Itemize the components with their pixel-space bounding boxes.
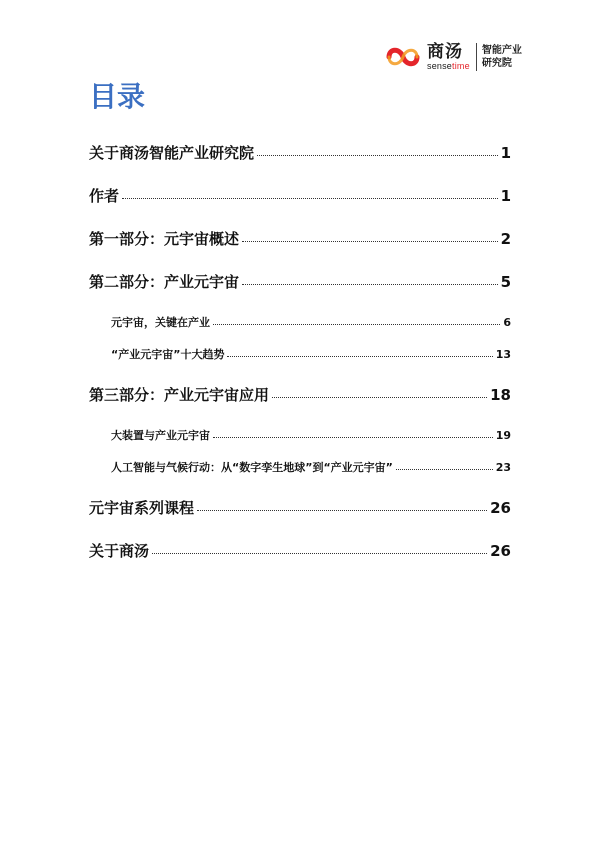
toc-leader-dots bbox=[396, 469, 493, 470]
toc-leader-dots bbox=[213, 437, 493, 438]
toc-entry-label: 作者 bbox=[89, 187, 120, 205]
toc-leader-dots bbox=[152, 553, 487, 554]
toc-leader-dots bbox=[122, 198, 498, 199]
toc-entry-page: 1 bbox=[500, 187, 511, 205]
toc-leader-dots bbox=[272, 397, 487, 398]
toc-subentry[interactable] bbox=[111, 460, 511, 476]
toc-subentry[interactable] bbox=[111, 428, 511, 444]
toc-entry-label: 人工智能与气候行动：从“数字孪生地球”到“产业元宇宙” bbox=[111, 461, 393, 474]
logo-brand-cn: 商汤 bbox=[427, 42, 463, 62]
toc-entry-label: 第一部分：元宇宙概述 bbox=[89, 230, 240, 248]
logo-wordmark bbox=[427, 43, 470, 71]
toc-entry-page: 26 bbox=[490, 542, 511, 560]
toc-entry-label: “产业元宇宙”十大趋势 bbox=[111, 348, 225, 361]
toc-entry-page: 18 bbox=[490, 386, 511, 404]
toc-entry-page: 2 bbox=[500, 230, 511, 248]
toc-entry-label: 元宇宙，关键在产业 bbox=[111, 316, 210, 329]
toc-entry-label: 第二部分：产业元宇宙 bbox=[89, 273, 240, 291]
logo bbox=[383, 40, 522, 74]
toc-entry-page: 5 bbox=[500, 273, 511, 291]
toc-leader-dots bbox=[197, 510, 487, 511]
toc-leader-dots bbox=[242, 284, 498, 285]
logo-brand-en bbox=[427, 61, 470, 71]
toc-leader-dots bbox=[242, 241, 498, 242]
logo-brand-en-main: sense bbox=[427, 61, 453, 71]
toc-subentry[interactable] bbox=[111, 347, 511, 363]
sensetime-logo-icon bbox=[383, 42, 423, 72]
logo-institute bbox=[482, 44, 522, 70]
toc-entry[interactable] bbox=[89, 384, 511, 406]
toc-entry[interactable] bbox=[89, 497, 511, 519]
toc-entry[interactable] bbox=[89, 540, 511, 562]
toc-leader-dots bbox=[227, 356, 492, 357]
toc-entry-page: 6 bbox=[503, 316, 511, 329]
logo-divider bbox=[476, 43, 477, 71]
toc-entry-page: 19 bbox=[495, 429, 511, 442]
logo-brand-en-accent: time bbox=[452, 61, 470, 71]
toc-entry-label: 关于商汤智能产业研究院 bbox=[89, 144, 255, 162]
toc-entry-page: 1 bbox=[500, 144, 511, 162]
toc-entry[interactable] bbox=[89, 142, 511, 164]
toc-entry[interactable] bbox=[89, 228, 511, 250]
toc-entry-label: 关于商汤 bbox=[89, 542, 150, 560]
toc-entry[interactable] bbox=[89, 271, 511, 293]
toc-entry-label: 第三部分：产业元宇宙应用 bbox=[89, 386, 270, 404]
logo-institute-line1: 智能产业 bbox=[481, 45, 522, 56]
toc-entry-page: 23 bbox=[495, 461, 511, 474]
toc-entry-label: 元宇宙系列课程 bbox=[89, 499, 195, 517]
toc-leader-dots bbox=[257, 155, 498, 156]
toc-entry-label: 大装置与产业元宇宙 bbox=[111, 429, 210, 442]
toc-entry-page: 26 bbox=[490, 499, 511, 517]
toc-leader-dots bbox=[213, 324, 500, 325]
logo-institute-line2: 研究院 bbox=[481, 58, 512, 69]
page-title: 目录 bbox=[89, 80, 146, 113]
toc-subentry[interactable] bbox=[111, 315, 511, 331]
toc-entry[interactable] bbox=[89, 185, 511, 207]
toc-entry-page: 13 bbox=[495, 348, 511, 361]
